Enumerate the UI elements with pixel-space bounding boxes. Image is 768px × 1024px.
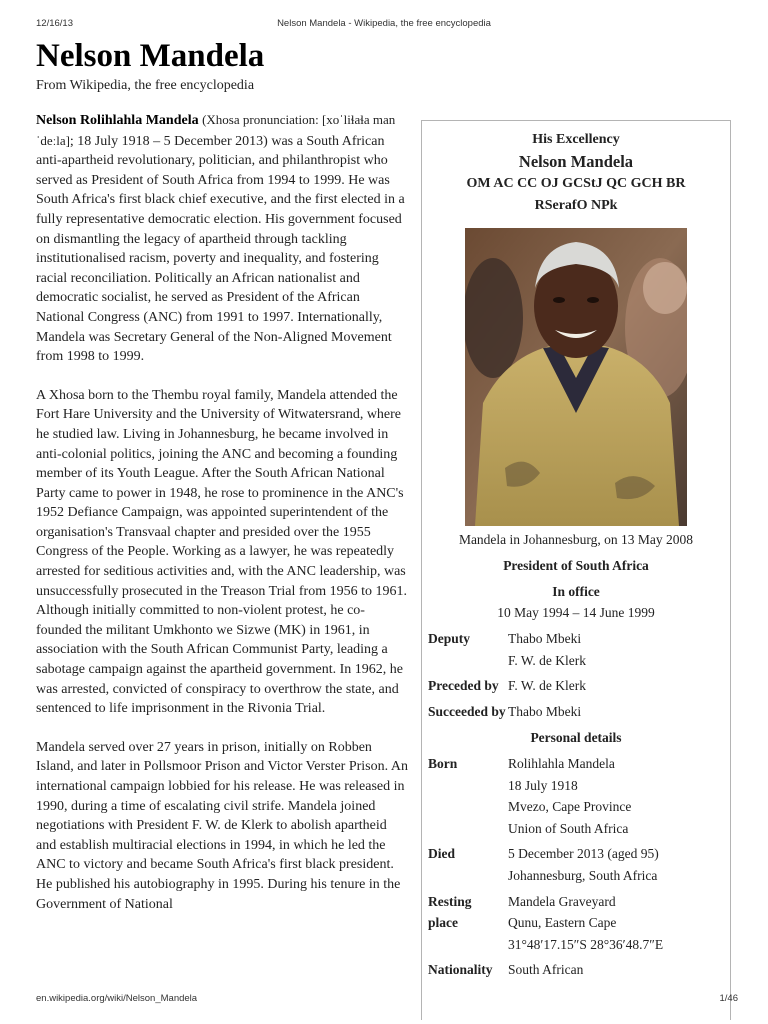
died-date: 5 December 2013 (aged 95) [508,846,659,862]
resting-coordinates-link[interactable]: 31°48′17.15″S 28°36′48.7″E [508,936,664,952]
resting-location-link[interactable]: Qunu, Eastern Cape [508,915,617,931]
deputy-link-2[interactable]: F. W. de Klerk [508,652,587,668]
photo-caption: Mandela in Johannesburg, on 13 May 2008 [458,531,694,547]
nationality-row [422,959,730,981]
born-name: Rolihlahla Mandela [508,755,615,771]
in-office-label: In office [552,583,600,599]
resting-values [508,891,730,956]
term-dates: 10 May 1994 – 14 June 1999 [497,605,655,621]
born-country-link[interactable]: Union of South Africa [508,820,629,836]
personal-details-heading: Personal details [530,730,622,746]
print-date: 12/16/13 [36,18,73,29]
deputy-label: Deputy [428,630,471,646]
preceded-row [422,675,730,697]
subject-name: Nelson Rolihlahla Mandela [36,113,199,128]
resting-graveyard: Mandela Graveyard [508,893,616,909]
portrait-photo[interactable] [465,228,687,526]
article-body [36,110,408,933]
nationality-label: Nationality [428,962,493,978]
born-place-link[interactable]: Mvezo, Cape Province [508,799,632,815]
paragraph-2: A Xhosa born to the Thembu royal family, Mandela attended the Fort Hare University and the University of Witwatersrand, where he studied law. Living in Johannesburg, he became involved in anti-colonial politics, joining the ANC and becoming a founding member of its Youth League. After the South African National Party came to power in 1948, he rose to prominence in the ANC's 1952 Defiance Campaign, was appointed superintendent of the organisation's Transvaal chapter and presided over the 1955 Congress of the People. Working as a lawyer, he was repeatedly arrested for seditious activities and, with the ANC leadership, was unsuccessfully prosecuted in the Treason Trial from 1956 to 1961. Although initially committed to non-violent protest, he co-founded the militant Umkhonto we Sizwe (MK) in 1961, in association with the South African Communist Party, leading a sabotage campaign against the apartheid government. In 1962, he was arrested, convicted of conspiracy to overthrow the state, and sentenced to life imprisonment in the Rivonia Trial. [36,387,407,717]
paragraph-1 [36,110,408,367]
resting-row [422,891,730,956]
nationality-link[interactable]: South African [508,962,584,978]
died-label: Died [428,846,455,862]
succeeded-row [422,701,730,723]
print-page-title: Nelson Mandela - Wikipedia, the free encyclopedia [277,18,491,29]
died-row [422,843,730,886]
preceded-label: Preceded by [428,678,499,694]
paragraph-1-text: ; 18 July 1918 – 5 December 2013) was a South African anti-apartheid revolutionary, politician, and philanthropist who served as President of South Africa from 1994 to 1999. He was South Africa's first black chief executive, and the first elected in a fully representative democratic election. His government focused on dismantling the legacy of apartheid through tackling institutionalised racism, poverty and inequality, and fostering racial reconciliation. Politically an African nationalist and democratic socialist, he served as President of the African National Congress (ANC) from 1991 to 1997. Internationally, Mandela was Secretary General of the Non-Aligned Movement from 1998 to 1999. [36,133,405,365]
print-page-number: 1/46 [719,993,738,1004]
born-label: Born [428,755,458,771]
born-date: 18 July 1918 [508,777,578,793]
print-url: en.wikipedia.org/wiki/Nelson_Mandela [36,993,198,1004]
preceded-link[interactable]: F. W. de Klerk [508,678,587,694]
infobox-name: Nelson Mandela [518,151,634,171]
infobox-postnominals-2: RSerafO NPk [534,197,618,213]
succeeded-label: Succeeded by [428,703,506,719]
pronunciation-link[interactable]: (Xhosa pronunciation: [xoˈliɬaɬa manˈdeːla] [36,112,396,148]
born-values [508,753,730,839]
infobox-honorific: His Excellency [532,132,620,147]
office-title[interactable]: President of South Africa [503,558,649,574]
paragraph-3: Mandela served over 27 years in prison, initially on Robben Island, and later in Pollsmoor Prison and Victor Verster Prison. An international campaign lobbied for his release. He was released in 1990, during a time of escalating civil strife. Mandela joined negotiations with President F. W. de Klerk to abolish apartheid and establish multiracial elections in 1994, in which he led the ANC to victory and became South Africa's first black president. He published his autobiography in 1995. During his tenure in the Government of National [36,739,408,912]
succeeded-link[interactable]: Thabo Mbeki [508,703,582,719]
infobox [421,120,731,1020]
resting-label-line-1: Resting [428,893,472,909]
deputy-values [508,628,730,671]
article-subtitle: From Wikipedia, the free encyclopedia [36,78,255,93]
resting-label [422,891,508,956]
resting-label-line-2: place [428,915,458,931]
article-title: Nelson Mandela [36,38,265,74]
deputy-link-1[interactable]: Thabo Mbeki [508,630,582,646]
died-place-link[interactable]: Johannesburg, South Africa [508,867,658,883]
born-row [422,753,730,839]
infobox-postnominals-1: OM AC CC OJ GCStJ QC GCH BR [466,175,686,191]
deputy-row [422,628,730,671]
died-values [508,843,730,886]
